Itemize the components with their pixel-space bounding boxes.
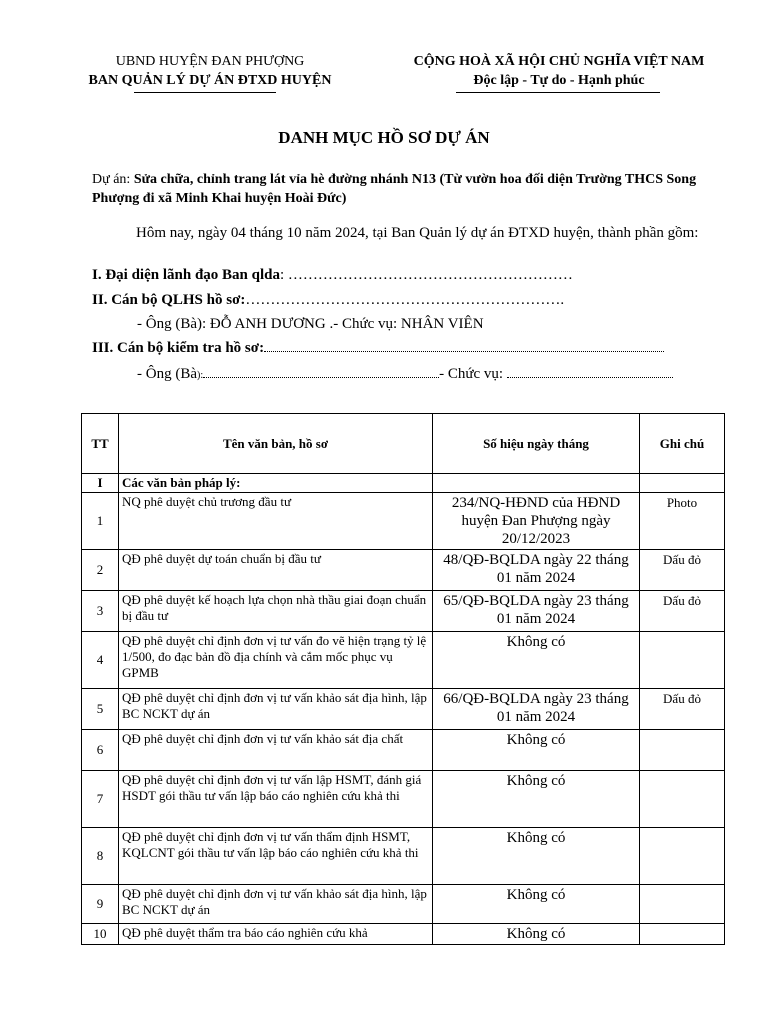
row-tt: 3 [82, 591, 119, 632]
row-tt: 9 [82, 885, 119, 924]
table-row [82, 924, 725, 945]
row-name: QĐ phê duyệt chỉ định đơn vị tư vấn đo vẽ hiện trạng tỷ lệ 1/500, đo đạc bản đồ địa chính và cắm mốc phục vụ GPMB [119, 632, 433, 689]
project-line [92, 170, 712, 208]
table-row [82, 550, 725, 591]
row-note [640, 828, 725, 885]
records-officer-person: - Ông (Bà): ĐỖ ANH DƯƠNG .- Chức vụ: NHÂN VIÊN [137, 316, 484, 332]
checker-role-dots [507, 367, 673, 378]
row-note: Dấu đỏ [640, 591, 725, 632]
row-tt: 6 [82, 730, 119, 771]
row-number: Không có [433, 828, 640, 885]
row-name: QĐ phê duyệt thẩm tra báo cáo nghiên cứu khả [119, 924, 433, 945]
row-name: QĐ phê duyệt dự toán chuẩn bị đầu tư [119, 550, 433, 591]
agency-name: BAN QUẢN LÝ DỰ ÁN ĐTXD HUYỆN [88, 73, 332, 88]
row-tt: 5 [82, 689, 119, 730]
row-number: 48/QĐ-BQLDA ngày 22 tháng 01 năm 2024 [433, 550, 640, 591]
row-note [640, 924, 725, 945]
row-name: QĐ phê duyệt kế hoạch lựa chọn nhà thầu giai đoạn chuẩn bị đầu tư [119, 591, 433, 632]
row-name: QĐ phê duyệt chỉ định đơn vị tư vấn khảo sát địa hình, lập BC NCKT dự án [119, 885, 433, 924]
row-note: Dấu đỏ [640, 689, 725, 730]
group-note-cell [640, 474, 725, 493]
agency-underline [134, 92, 276, 93]
row-tt: 4 [82, 632, 119, 689]
agency-parent: UBND HUYỆN ĐAN PHƯỢNG [115, 54, 305, 69]
section-records-officer [92, 292, 564, 309]
project-label: Dự án: [92, 172, 134, 187]
section-leader-label: I. Đại diện lãnh đạo Ban qlda [92, 267, 280, 283]
row-name: QĐ phê duyệt chỉ định đơn vị tư vấn khảo sát địa hình, lập BC NCKT dự án [119, 689, 433, 730]
checker-role-label: - Chức vụ: [439, 366, 504, 382]
checker-person-prefix: - Ông (Bà [137, 366, 197, 382]
section-records-num: II [92, 292, 104, 308]
table-row [82, 493, 725, 550]
row-tt: 7 [82, 771, 119, 828]
table-row [82, 730, 725, 771]
row-tt: 2 [82, 550, 119, 591]
row-name: QĐ phê duyệt chỉ định đơn vị tư vấn thẩm định HSMT, KQLCNT gói thầu tư vấn lập báo cáo nghiên cứu khả thi [119, 828, 433, 885]
section-checker [92, 340, 664, 357]
row-number: Không có [433, 730, 640, 771]
agency-header [60, 52, 360, 90]
intro-paragraph: Hôm nay, ngày 04 tháng 10 năm 2024, tại Ban Quản lý dự án ĐTXD huyện, thành phần gồm: [136, 225, 699, 241]
row-tt: 10 [82, 924, 119, 945]
row-number: 66/QĐ-BQLDA ngày 23 tháng 01 năm 2024 [433, 689, 640, 730]
row-number: Không có [433, 924, 640, 945]
row-tt: 1 [82, 493, 119, 550]
header-number: Số hiệu ngày tháng [433, 414, 640, 474]
section-leader [92, 267, 573, 284]
table-row [82, 689, 725, 730]
table-row [82, 632, 725, 689]
row-number: 65/QĐ-BQLDA ngày 23 tháng 01 năm 2024 [433, 591, 640, 632]
motto-underline [456, 92, 660, 93]
table-row [82, 771, 725, 828]
group-row [82, 474, 725, 493]
header-name: Tên văn bản, hồ sơ [119, 414, 433, 474]
row-number: 234/NQ-HĐND của HĐND huyện Đan Phượng ngày 20/12/2023 [433, 493, 640, 550]
row-note: Photo [640, 493, 725, 550]
checker-person [137, 366, 673, 383]
row-number: Không có [433, 632, 640, 689]
row-name: QĐ phê duyệt chỉ định đơn vị tư vấn lập HSMT, đánh giá HSDT gói thầu tư vấn lập báo cáo nghiên cứu khả thi [119, 771, 433, 828]
national-header [378, 52, 740, 90]
page-title: DANH MỤC HỒ SƠ DỰ ÁN [278, 128, 490, 147]
header-note: Ghi chú [640, 414, 725, 474]
checker-person-colon: ): [197, 370, 204, 381]
group-number-cell [433, 474, 640, 493]
row-tt: 8 [82, 828, 119, 885]
section-checker-label: III. Cán bộ kiểm tra hồ sơ: [92, 340, 265, 356]
table-row [82, 885, 725, 924]
row-note: Dấu đỏ [640, 550, 725, 591]
row-number: Không có [433, 885, 640, 924]
row-name: NQ phê duyệt chủ trương đầu tư [119, 493, 433, 550]
row-number: Không có [433, 771, 640, 828]
group-name: Các văn bản pháp lý: [119, 474, 433, 493]
table-header-row [82, 414, 725, 474]
header-tt: TT [82, 414, 119, 474]
group-tt: I [82, 474, 119, 493]
section-records-value: ………………………………………………………. [245, 292, 565, 308]
table-row [82, 591, 725, 632]
row-name: QĐ phê duyệt chỉ định đơn vị tư vấn khảo sát địa chất [119, 730, 433, 771]
row-note [640, 885, 725, 924]
checker-dotted-line [264, 341, 664, 352]
checker-name-dots [203, 367, 439, 378]
document-list-table [81, 413, 725, 945]
row-note [640, 632, 725, 689]
project-name: Sửa chữa, chỉnh trang lát vỉa hè đường nhánh N13 (Từ vườn hoa đối diện Trường THCS Song Phượng đi xã Minh Khai huyện Hoài Đức) [92, 172, 697, 206]
section-records-label: . Cán bộ QLHS hồ sơ: [103, 292, 246, 308]
row-note [640, 771, 725, 828]
national-title: CỘNG HOÀ XÃ HỘI CHỦ NGHĨA VIỆT NAM [413, 54, 705, 69]
section-leader-value: : ………………………………………………… [280, 267, 573, 283]
national-motto: Độc lập - Tự do - Hạnh phúc [473, 73, 645, 88]
table-row [82, 828, 725, 885]
row-note [640, 730, 725, 771]
